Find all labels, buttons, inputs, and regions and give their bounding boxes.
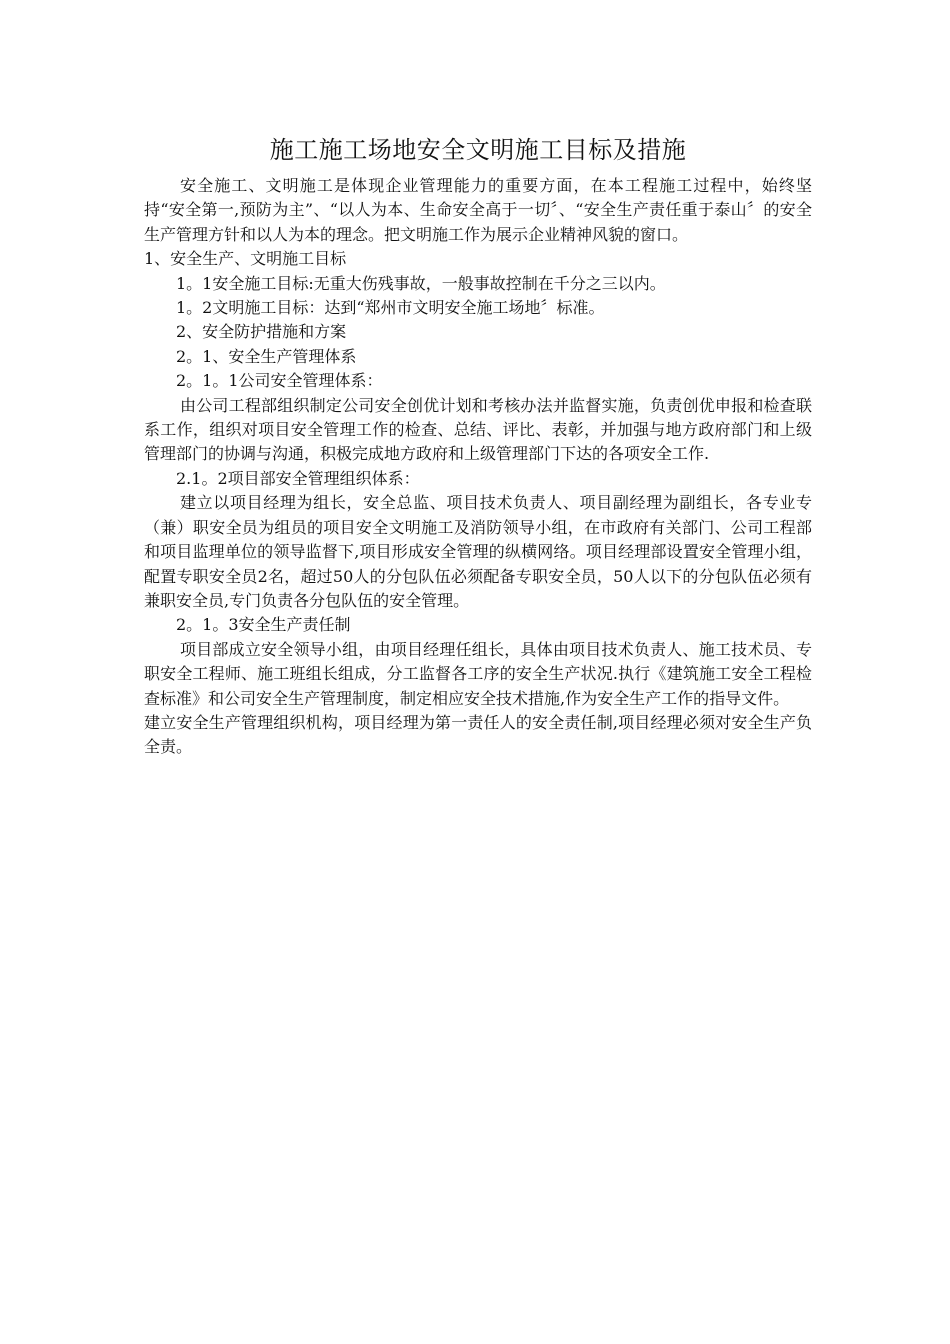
- document-body: [144, 132, 812, 760]
- paragraph-2-1-1: 由公司工程部组织制定公司安全创优计划和考核办法并监督实施，负责创优申报和检查联系工作，组织对项目安全管理工作的检查、总结、评比、表彰，并加强与地方政府部门和上级管理部门的协调与沟通，积极完成地方政府和上级管理部门下达的各项安全工作.: [144, 395, 812, 464]
- paragraph-2-1-3: 项目部成立安全领导小组，由项目经理任组长，具体由项目技术负责人、施工技术员、专职安全工程师、施工班组长组成，分工监督各工序的安全生产状况.执行《建筑施工安全工程检查标准》和公司安全生产管理制度，制定相应安全技术措施,作为安全生产工作的指导文件。: [144, 639, 812, 708]
- subsection-heading-2-1-2: 2.1。2项目部安全管理组织体系：: [176, 468, 420, 488]
- paragraph-2-1-2: 建立以项目经理为组长，安全总监、项目技术负责人、项目副经理为副组长，各专业专（兼）职安全员为组员的项目安全文明施工及消防领导小组，在市政府有关部门、公司工程部和项目监理单位的领导监督下,项目形成安全管理的纵横网络。项目经理部设置安全管理小组，配置专职安全员2名，超过50人的分包队伍必须配备专职安全员，50人以下的分包队伍必须有兼职安全员,专门负责各分包队伍的安全管理。: [144, 493, 812, 610]
- section-heading-2: 2、安全防护措施和方案: [176, 322, 347, 342]
- subsection-heading-2-1-3: 2。1。3安全生产责任制: [176, 615, 351, 635]
- section-heading-1: 1、安全生产、文明施工目标: [144, 249, 347, 269]
- intro-paragraph: 安全施工、文明施工是体现企业管理能力的重要方面，在本工程施工过程中，始终坚持“安全第一,预防为主”、“以人为本、生命安全高于一切〞、“安全生产责任重于泰山〞的安全生产管理方针和以人为本的理念。把文明施工作为展示企业精神风貌的窗口。: [144, 176, 812, 244]
- subsection-heading-2-1-1: 2。1。1公司安全管理体系：: [176, 371, 383, 391]
- item-1-2: 1。2文明施工目标：达到“郑州市文明安全施工场地〞标准。: [176, 298, 605, 318]
- subsection-heading-2-1: 2。1、安全生产管理体系: [176, 346, 357, 366]
- final-paragraph: 建立安全生产管理组织机构，项目经理为第一责任人的安全责任制,项目经理必须对安全生产负全责。: [144, 712, 812, 757]
- item-1-1: 1。1安全施工目标:无重大伤残事故，一般事故控制在千分之三以内。: [176, 273, 666, 293]
- document-title: 施工施工场地安全文明施工目标及措施: [269, 136, 687, 164]
